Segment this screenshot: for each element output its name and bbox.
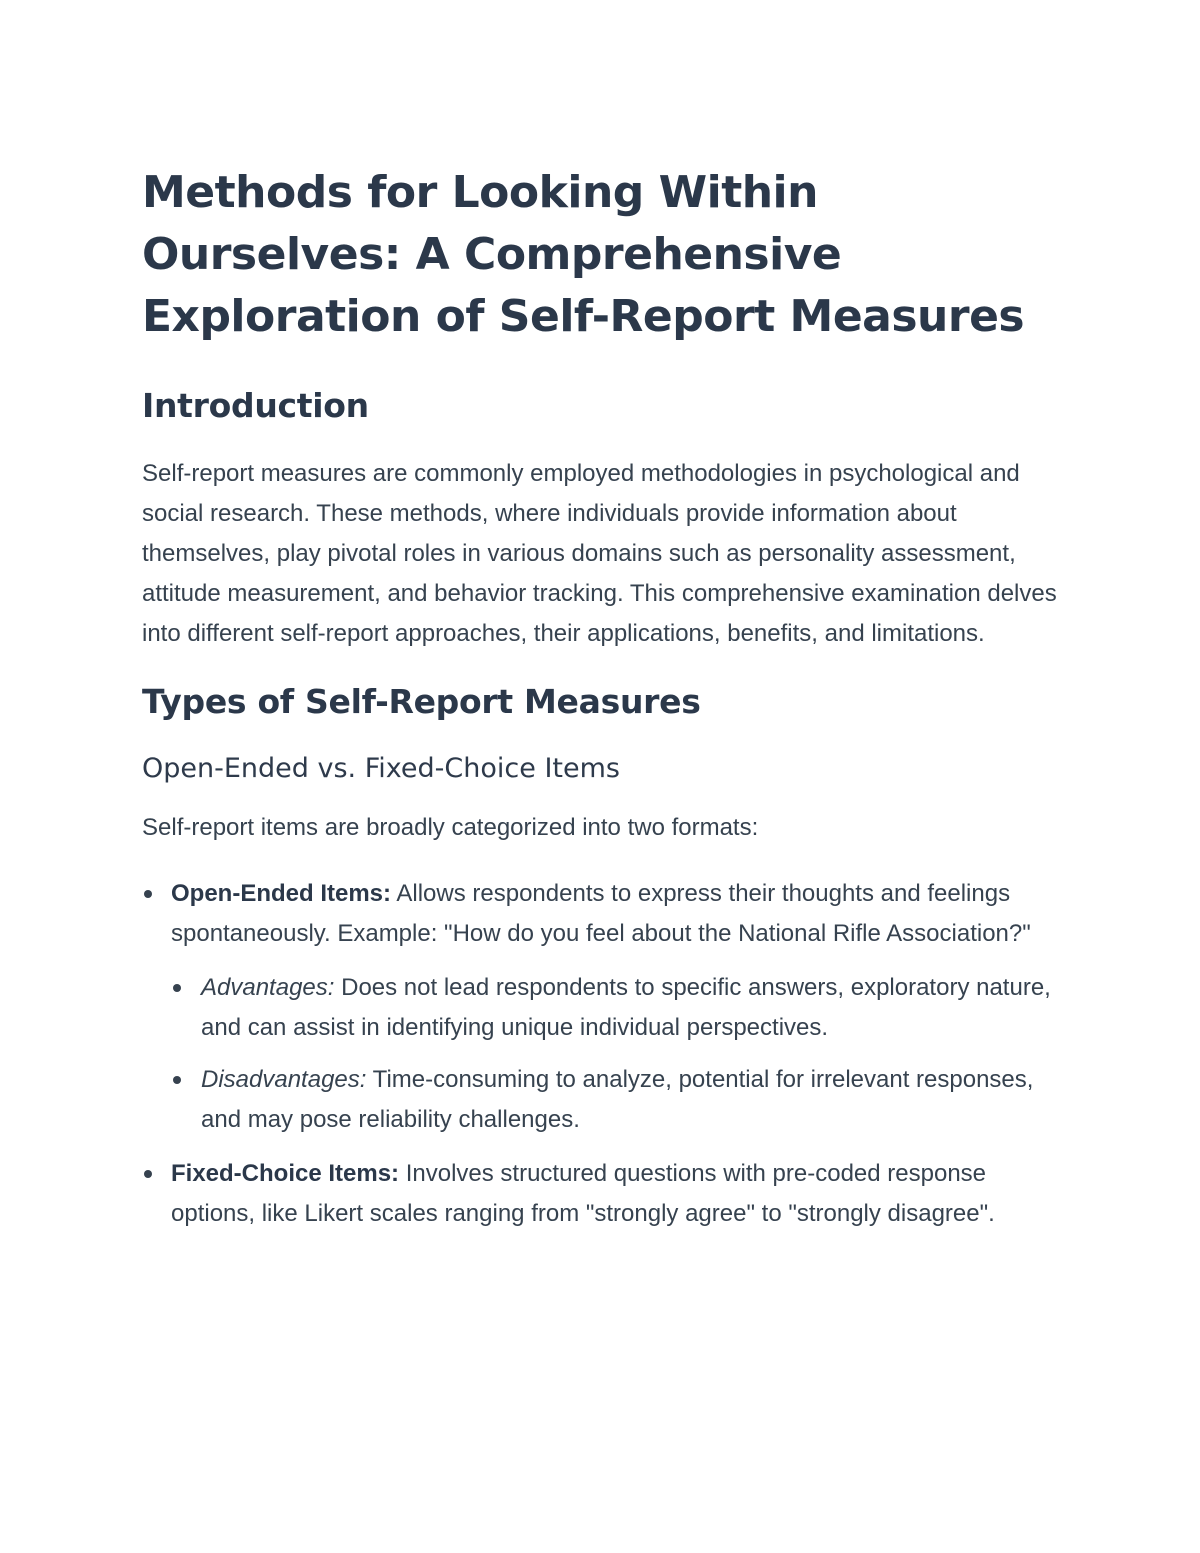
open-ended-sublist (171, 968, 1057, 1140)
introduction-paragraph: Self-report measures are commonly employed methodologies in psychological and social research. These methods, where individuals provide information about themselves, play pivotal roles in various domains such as personality assessment, attitude measurement, and behavior tracking. This comprehensive examination delves into different self-report approaches, their applications, benefits, and limitations. (142, 460, 1057, 647)
open-ended-description: Allows respondents to express their thoughts and feelings spontaneously. Example: "How do you feel about the National Rifle Association?" (171, 880, 1031, 947)
fixed-choice-description: Involves structured questions with pre-coded response options, like Likert scales ranging from "strongly agree" to "strongly disagree". (171, 1160, 995, 1227)
open-ended-term: Open-Ended Items: (171, 880, 392, 907)
list-item-fixed-choice (142, 1154, 1057, 1234)
document-title: Methods for Looking Within Ourselves: A Comprehensive Exploration of Self-Report Measures (142, 167, 1025, 342)
list-item-advantages (171, 968, 1057, 1048)
disadvantages-term: Disadvantages: (201, 1066, 367, 1093)
advantages-term: Advantages: (201, 974, 335, 1001)
list-item-open-ended (142, 874, 1057, 1140)
fixed-choice-term: Fixed-Choice Items: (171, 1160, 400, 1187)
disadvantages-description: Time-consuming to analyze, potential for irrelevant responses, and may pose reliability challenges. (201, 1066, 1034, 1133)
document-page (142, 162, 1057, 1248)
advantages-description: Does not lead respondents to specific answers, exploratory nature, and can assist in identifying unique individual perspectives. (201, 974, 1051, 1041)
introduction-heading: Introduction (142, 386, 369, 425)
types-heading: Types of Self-Report Measures (142, 682, 701, 721)
open-vs-fixed-subheading: Open-Ended vs. Fixed-Choice Items (142, 753, 620, 784)
types-lead-paragraph: Self-report items are broadly categorized into two formats: (142, 814, 759, 841)
item-format-list (142, 874, 1057, 1234)
list-item-disadvantages (171, 1060, 1057, 1140)
